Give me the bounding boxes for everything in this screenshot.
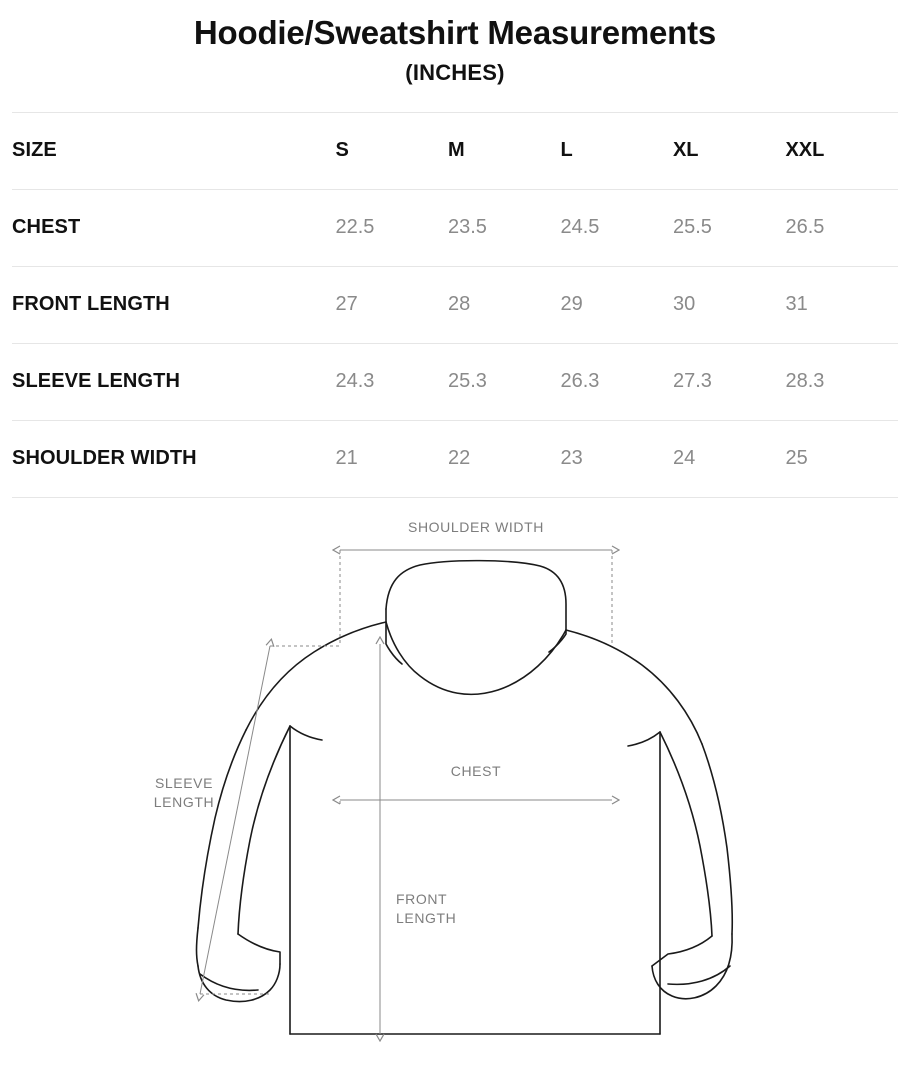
label-shoulder-width: SHOULDER WIDTH	[408, 518, 544, 535]
title-block	[0, 0, 910, 86]
measurements-table	[12, 112, 898, 498]
column-header-xl: XL	[672, 139, 699, 162]
hoodie-outline	[197, 561, 733, 1034]
table-row	[12, 189, 898, 266]
hoodie-diagram	[0, 504, 910, 1064]
row-label: CHEST	[12, 216, 81, 239]
cell-value: 29	[560, 293, 583, 316]
cell-value: 22.5	[335, 216, 375, 239]
cell-value: 30	[672, 293, 696, 316]
dimension-lines	[200, 550, 612, 1034]
cell-value: 31	[785, 293, 808, 316]
column-header-m: M	[447, 139, 465, 162]
cell-value: 21	[335, 447, 358, 470]
label-sleeve-length-line2: LENGTH	[153, 793, 215, 810]
cell-value: 26.5	[785, 216, 825, 239]
column-header-s: S	[335, 139, 349, 162]
cell-value: 25	[785, 447, 808, 470]
units-subtitle: (INCHES)	[405, 59, 505, 85]
cell-value: 24.3	[335, 370, 375, 393]
table-header-row	[12, 112, 898, 189]
row-label: SHOULDER WIDTH	[12, 447, 197, 470]
label-front-length-line2: LENGTH	[396, 909, 457, 926]
label-front-length-line1: FRONT	[396, 890, 448, 907]
table-row	[12, 343, 898, 420]
label-chest: CHEST	[450, 762, 502, 779]
cell-value: 28	[447, 293, 471, 316]
row-label: SLEEVE LENGTH	[12, 370, 180, 393]
cell-value: 23	[560, 447, 583, 470]
column-header-size: SIZE	[12, 139, 57, 162]
cell-value: 26.3	[560, 370, 600, 393]
column-header-l: L	[560, 139, 573, 162]
cell-value: 27	[335, 293, 358, 316]
cell-value: 24.5	[560, 216, 600, 239]
column-header-xxl: XXL	[785, 139, 825, 162]
table-row	[12, 420, 898, 497]
cell-value: 24	[672, 447, 696, 470]
table-row	[12, 266, 898, 343]
cell-value: 25.3	[447, 370, 487, 393]
cell-value: 27.3	[672, 370, 712, 393]
cell-value: 25.5	[672, 216, 712, 239]
cell-value: 23.5	[447, 216, 487, 239]
label-sleeve-length-line1: SLEEVE	[154, 774, 214, 791]
page-title: Hoodie/Sweatshirt Measurements	[193, 14, 717, 51]
cell-value: 28.3	[785, 370, 825, 393]
cell-value: 22	[447, 447, 471, 470]
row-label: FRONT LENGTH	[12, 293, 170, 316]
